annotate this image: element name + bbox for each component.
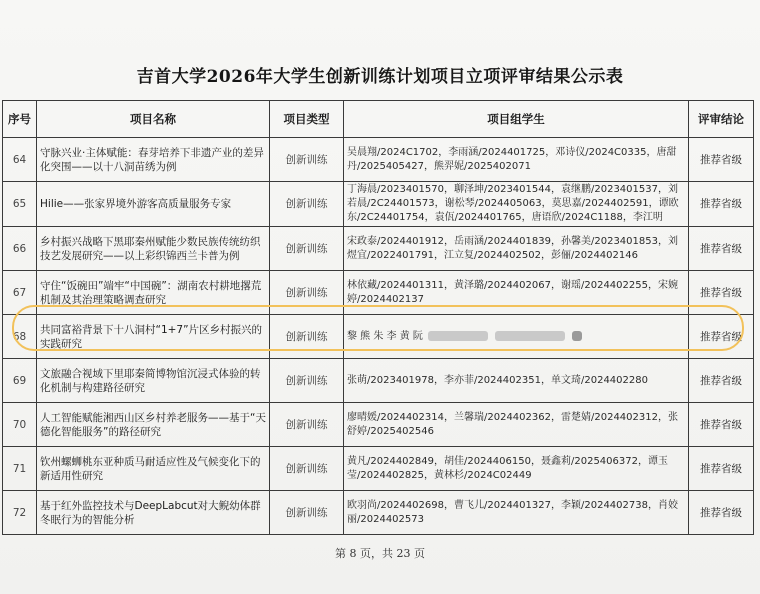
project-type: 创新训练 — [270, 491, 344, 535]
row-number: 64 — [3, 138, 37, 182]
table-row — [3, 403, 754, 447]
review-result: 推荐省级 — [689, 447, 754, 491]
project-name: 人工智能赋能湘西山区乡村养老服务——基于“天德化智能服务”的路径研究 — [37, 403, 270, 447]
header-no: 序号 — [3, 101, 37, 138]
table-row — [3, 138, 754, 182]
project-type: 创新训练 — [270, 447, 344, 491]
redaction-blur — [495, 331, 565, 341]
table-row — [3, 447, 754, 491]
table-header-row — [3, 101, 754, 138]
row-number: 72 — [3, 491, 37, 535]
results-table — [2, 100, 754, 535]
header-project-type: 项目类型 — [270, 101, 344, 138]
project-name: 守脉兴业·主体赋能：春芽培养下非遗产业的差异化突围——以十八洞苗绣为例 — [37, 138, 270, 182]
redacted-members-text: 黎 熊 朱 李 黄 阮 — [347, 330, 423, 342]
project-type: 创新训练 — [270, 359, 344, 403]
project-type: 创新训练 — [270, 315, 344, 359]
project-members: 宋政泰/2024401912，岳雨涵/2024401839，孙馨美/2023401853，刘煜宜/2022401791，江立复/2024402502，彭俪/2024402146 — [344, 227, 689, 271]
project-members: 欧羽尚/2024402698，曹飞儿/2024401327，李颖/2024402738，肖姣丽/2024402573 — [344, 491, 689, 535]
review-result: 推荐省级 — [689, 182, 754, 227]
row-number: 67 — [3, 271, 37, 315]
review-result: 推荐省级 — [689, 403, 754, 447]
redaction-blur — [428, 331, 488, 341]
project-members: 张萌/2023401978，李亦菲/2024402351，单文琦/2024402280 — [344, 359, 689, 403]
project-name: 守住“饭碗田”端牢“中国碗”：湖南农村耕地撂荒机制及其治理策略调查研究 — [37, 271, 270, 315]
project-members: 吴晨翔/2024C1702，李雨涵/2024401725，邓诗仪/2024C0335，唐甜丹/2025405427，熊羿妮/2025402071 — [344, 138, 689, 182]
project-type: 创新训练 — [270, 271, 344, 315]
row-number: 69 — [3, 359, 37, 403]
page-footer: 第 8 页，共 23 页 — [335, 547, 425, 560]
review-result: 推荐省级 — [689, 359, 754, 403]
table-row — [3, 182, 754, 227]
project-name: Hilie——张家界境外游客高质量服务专家 — [37, 182, 270, 227]
review-result: 推荐省级 — [689, 315, 754, 359]
project-type: 创新训练 — [270, 182, 344, 227]
row-number: 71 — [3, 447, 37, 491]
header-members: 项目组学生 — [344, 101, 689, 138]
project-members: 廖晴媛/2024402314，兰馨瑞/2024402362，雷楚婧/2024402312，张舒婷/2025402546 — [344, 403, 689, 447]
project-name: 共同富裕背景下十八洞村“1+7”片区乡村振兴的实践研究 — [37, 315, 270, 359]
project-name: 钦州螺蛳桃东亚种质马耐适应性及气候变化下的新适用性研究 — [37, 447, 270, 491]
header-project-name: 项目名称 — [37, 101, 270, 138]
project-name: 基于红外监控技术与DeepLabcut对大鲵幼体群冬眠行为的智能分析 — [37, 491, 270, 535]
review-result: 推荐省级 — [689, 491, 754, 535]
table-row — [3, 271, 754, 315]
project-members: 林依藏/2024401311，黄泽璐/2024402067，谢瑶/2024402255，宋婉婷/2024402137 — [344, 271, 689, 315]
table-row — [3, 491, 754, 535]
project-type: 创新训练 — [270, 403, 344, 447]
project-members-redacted — [344, 315, 689, 359]
project-members: 黄凡/2024402849，胡佳/2024406150，聂鑫莉/2025406372，谭玉莹/2024402825，黄林杉/2024C02449 — [344, 447, 689, 491]
row-number: 65 — [3, 182, 37, 227]
row-number: 70 — [3, 403, 37, 447]
project-type: 创新训练 — [270, 227, 344, 271]
review-result: 推荐省级 — [689, 271, 754, 315]
document-title: 吉首大学2026年大学生创新训练计划项目立项评审结果公示表 — [136, 67, 624, 87]
redaction-blur — [572, 331, 582, 341]
header-result: 评审结论 — [689, 101, 754, 138]
row-number: 68 — [3, 315, 37, 359]
table-row — [3, 227, 754, 271]
project-type: 创新训练 — [270, 138, 344, 182]
project-name: 文旅融合视域下里耶秦简博物馆沉浸式体验的转化机制与构建路径研究 — [37, 359, 270, 403]
table-row-highlighted — [3, 315, 754, 359]
project-members: 丁海晨/2023401570，聊泽坤/2023401544，袁继鹏/2023401537，刘若晨/2C24401573，谢松琴/2024405063，莫思嘉/2024402591，谭欧东/2C24401754，袁佤/2024401765，唐语欣/2024C1188，李江明 — [344, 182, 689, 227]
review-result: 推荐省级 — [689, 227, 754, 271]
row-number: 66 — [3, 227, 37, 271]
review-result: 推荐省级 — [689, 138, 754, 182]
table-row — [3, 359, 754, 403]
project-name: 乡村振兴战略下黑耶秦州赋能少数民族传统纺织技艺发展研究——以上彩织锦西兰卡普为例 — [37, 227, 270, 271]
